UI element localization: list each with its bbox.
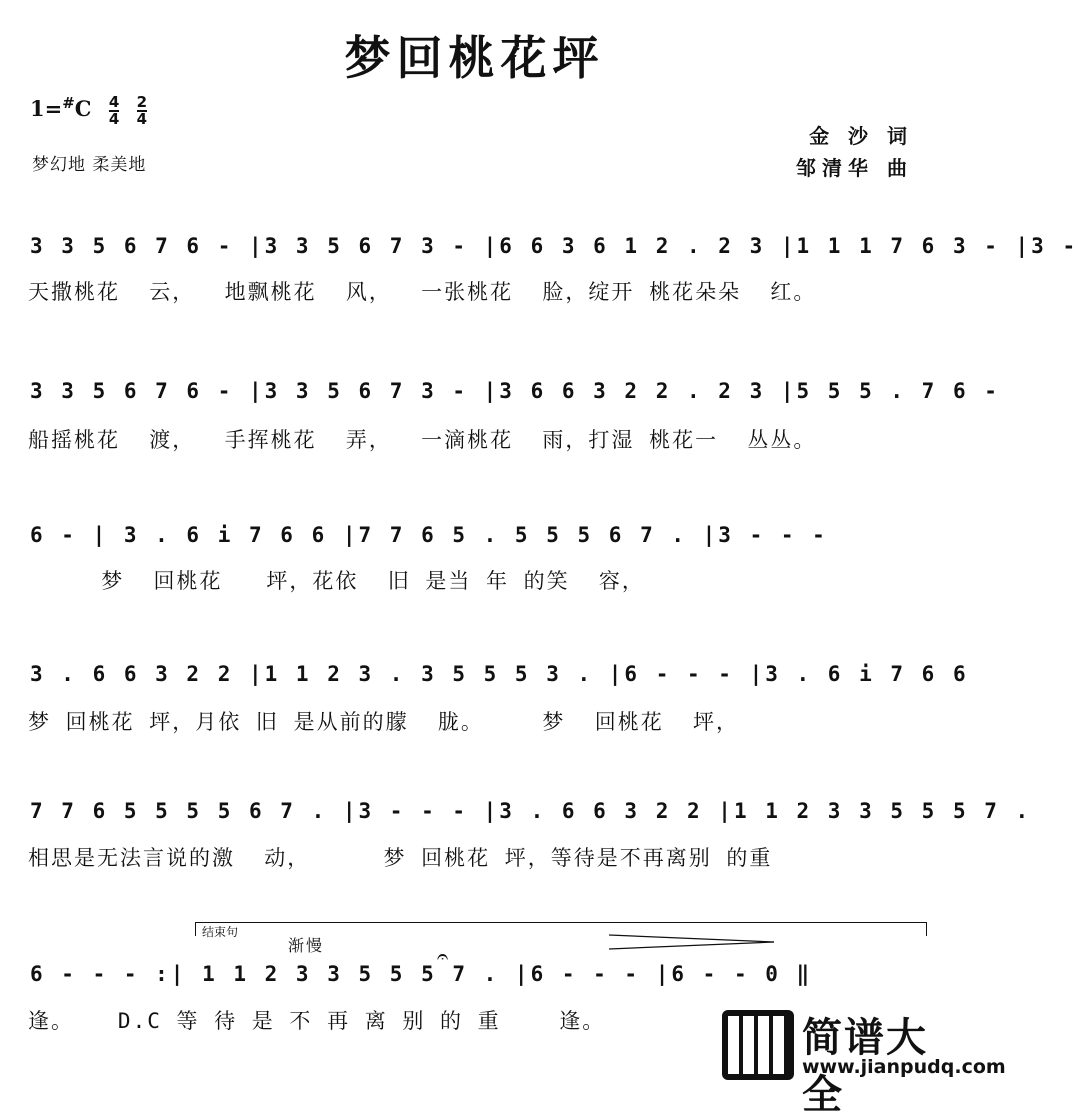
time-sig-numerator: 4	[108, 92, 120, 111]
key-signature	[30, 94, 147, 127]
fermata-icon: 𝄐	[437, 944, 449, 968]
lyrics-line-3: 梦 回桃花 坪，花依 旧 是当 年 的笑 容，	[28, 569, 645, 593]
notation-line-5: 7 7 6 5 5 5 5 6 7 . |3 - - - |3 . 6 6 3 2 2 |1 1 2 3 3 5 5 5 7 .	[30, 799, 1032, 823]
lyrics-line-2: 船摇桃花 渡， 手挥桃花 弄， 一滴桃花 雨，打湿 桃花一 丛丛。	[28, 428, 817, 452]
lyrics-line-6: 逢。 D.C 等 待 是 不 再 离 别 的 重 逢。	[28, 1009, 606, 1033]
ritardando-marking: 渐慢	[288, 936, 325, 955]
song-title: 梦回桃花坪	[344, 31, 605, 85]
time-sig-denominator: 4	[108, 109, 120, 128]
lyrics-line-1: 天撒桃花 云， 地飘桃花 风， 一张桃花 脸，绽开 桃花朵朵 红。	[28, 280, 817, 304]
notation-line-1: 3 3 5 6 7 6 - |3 3 5 6 7 3 - |6 6 3 6 1 2 . 2 3 |1 1 1 7 6 3 - |3 -	[30, 234, 1078, 258]
key-label: 1=	[30, 96, 63, 121]
piano-keys-icon	[722, 1010, 794, 1080]
ending-label: 结束句	[202, 925, 239, 939]
key-note: C	[74, 96, 92, 121]
notation-line-6: 6 - - - :| 1 1 2 3 3 5 5 5 7 . |6 - - - |6 - - 0 ‖	[30, 962, 813, 986]
watermark-text: 简谱大全	[802, 1015, 928, 1118]
notation-line-2: 3 3 5 6 7 6 - |3 3 5 6 7 3 - |3 6 6 3 2 2 . 2 3 |5 5 5 . 7 6 -	[30, 379, 1000, 403]
lyrics-line-4: 梦 回桃花 坪，月依 旧 是从前的朦 胧。 梦 回桃花 坪，	[28, 710, 740, 734]
lyricist-credit: 金 沙 词	[809, 124, 913, 148]
notation-line-4: 3 . 6 6 3 2 2 |1 1 2 3 . 3 5 5 5 3 . |6 - - - |3 . 6 i 7 6 6	[30, 662, 969, 686]
watermark-url: www.jianpudq.com	[802, 1056, 1006, 1078]
time-signature-2-4	[136, 92, 148, 128]
lyrics-line-5: 相思是无法言说的激 动， 梦 回桃花 坪，等待是不再离别 的重	[28, 846, 773, 870]
diminuendo-icon	[609, 931, 779, 953]
time-sig-numerator: 2	[136, 92, 148, 111]
composer-credit: 邹清华 曲	[796, 156, 913, 180]
watermark-logo	[722, 1000, 1006, 1118]
tempo-marking: 梦幻地 柔美地	[32, 155, 147, 175]
notation-line-3: 6 - | 3 . 6 i 7 6 6 |7 7 6 5 . 5 5 5 6 7 . |3 - - -	[30, 523, 828, 547]
sharp-sign: #	[62, 94, 75, 112]
time-signature-4-4	[108, 92, 120, 128]
time-sig-denominator: 4	[136, 109, 148, 128]
